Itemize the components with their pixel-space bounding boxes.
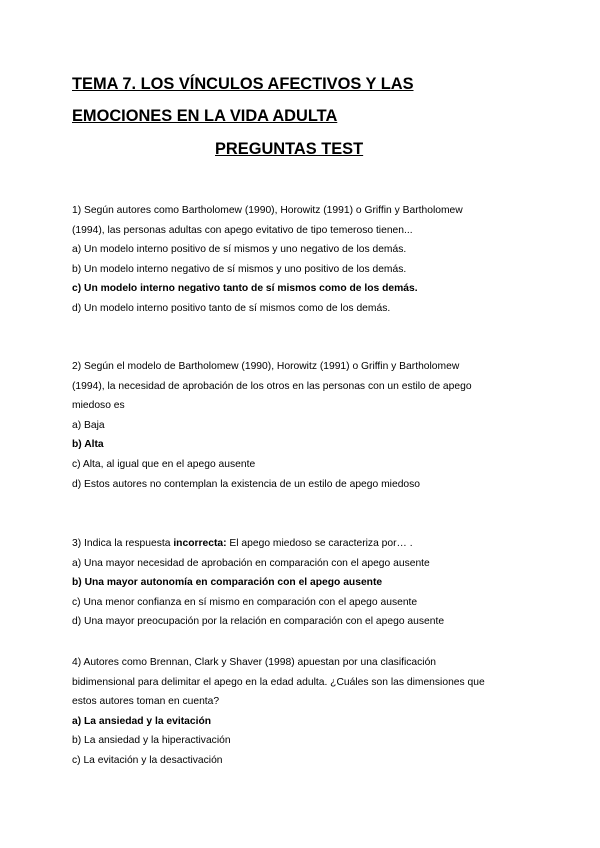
answer-option-d: d) Estos autores no contemplan la existencia de un estilo de apego miedoso: [72, 478, 421, 490]
answer-option-a: a) Un modelo interno positivo de sí mismos y uno negativo de los demás.: [72, 244, 407, 256]
question-stem-line: (1994), la necesidad de aprobación de los otros en las personas con un estilo de apego: [72, 380, 472, 392]
question-stem-line: estos autores toman en cuenta?: [72, 696, 220, 708]
correct-answer-option-c: c) Un modelo interno negativo tanto de sí mismos como de los demás.: [72, 283, 418, 295]
question-stem-line: [72, 534, 542, 554]
question-1: [72, 201, 542, 319]
question-4: [72, 653, 542, 771]
document-title-line-1: TEMA 7. LOS VÍNCULOS AFECTIVOS Y LAS: [72, 75, 414, 93]
question-stem-line: 4) Autores como Brennan, Clark y Shaver (1998) apuestan por una clasificación: [72, 657, 437, 668]
question-2: [72, 357, 542, 494]
correct-answer-option-a: a) La ansiedad y la evitación: [72, 715, 212, 727]
question-stem-line: (1994), las personas adultas con apego evitativo de tipo temeroso tienen...: [72, 224, 413, 236]
answer-option-c: c) Una menor confianza en sí mismo en comparación con el apego ausente: [72, 596, 418, 608]
answer-option-b: b) Un modelo interno negativo de sí mismos y uno positivo de los demás.: [72, 263, 407, 275]
answer-option-d: d) Una mayor preocupación por la relación en comparación con el apego ausente: [72, 616, 445, 628]
answer-option-b: b) La ansiedad y la hiperactivación: [72, 735, 231, 747]
question-stem-line: 1) Según autores como Bartholomew (1990), Horowitz (1991) o Griffin y Bartholomew: [72, 205, 463, 216]
answer-option-c: c) La evitación y la desactivación: [72, 754, 223, 766]
answer-option-c: c) Alta, al igual que en el apego ausente: [72, 458, 256, 470]
answer-option-d: d) Un modelo interno positivo tanto de sí mismos como de los demás.: [72, 302, 391, 314]
question-stem-suffix: El apego miedoso se caracteriza por… .: [226, 538, 413, 549]
correct-answer-option-b: b) Alta: [72, 439, 104, 451]
section-heading: PREGUNTAS TEST: [215, 140, 364, 158]
question-stem-line: miedoso es: [72, 400, 125, 412]
document-title-line-2: EMOCIONES EN LA VIDA ADULTA: [72, 107, 338, 125]
question-stem-line: bidimensional para delimitar el apego en la edad adulta. ¿Cuáles son las dimensiones que: [72, 676, 485, 688]
question-stem-line: 2) Según el modelo de Bartholomew (1990), Horowitz (1991) o Griffin y Bartholomew: [72, 361, 460, 372]
question-stem-prefix: 3) Indica la respuesta: [72, 538, 174, 549]
correct-answer-option-b: b) Una mayor autonomía en comparación con el apego ausente: [72, 577, 383, 589]
question-3: [72, 534, 542, 632]
question-stem-emphasis: incorrecta:: [173, 538, 227, 549]
answer-option-a: a) Una mayor necesidad de aprobación en comparación con el apego ausente: [72, 557, 430, 569]
answer-option-a: a) Baja: [72, 419, 105, 431]
